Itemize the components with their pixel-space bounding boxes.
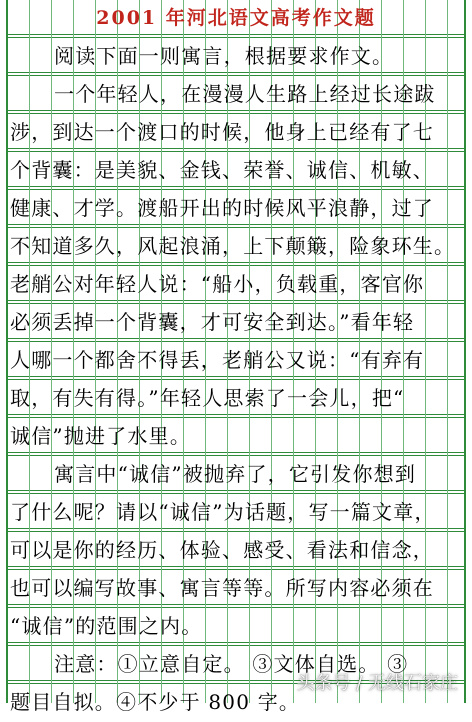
essay-content <box>10 0 462 722</box>
text-line: 涉，到达一个渡口的时候，他身上已经有了七 <box>10 120 434 144</box>
text-line: “诚信”的范围之内。 <box>10 614 203 638</box>
text-line: 寓言中“诚信”被抛弃了，它引发你想到 <box>54 462 417 486</box>
text-line: 也可以编写故事、寓言等等。所写内容必须在 <box>10 576 434 600</box>
text-line: 题目自拟。④不少于 800 字。 <box>10 690 301 714</box>
text-line: 阅读下面一则寓言，根据要求作文。 <box>54 44 394 68</box>
text-line: 不知道多久，风起浪涌，上下颠簸，险象环生。 <box>10 234 456 258</box>
text-line: 取，有失有得。”年轻人思索了一会儿，把“ <box>10 386 405 410</box>
text-line: 老艄公对年轻人说：“船小，负载重，客官你 <box>10 272 425 296</box>
text-line: 个背囊：是美貌、金钱、荣誉、诚信、机敏、 <box>10 158 434 182</box>
text-line: 注意：①立意自定。 ③文体自选。 ③ <box>54 652 409 676</box>
text-line: 诚信”抛进了水里。 <box>10 424 192 448</box>
text-line: 必须丢掉一个背囊，才可安全到达。”看年轻 <box>10 310 415 334</box>
source-watermark: 头条号 / 无线石家庄 <box>296 673 458 694</box>
text-line: 了什么呢？请以“诚信”为话题，写一篇文章， <box>10 500 436 524</box>
page-title: 2001 年河北语文高考作文题 <box>96 7 376 29</box>
text-line: 一个年轻人，在漫漫人生路上经过长途跋 <box>54 82 436 106</box>
text-line: 可以是你的经历、体验、感受、看法和信念， <box>10 538 434 562</box>
text-line: 健康、才学。渡船开出的时候风平浪静，过了 <box>10 196 434 220</box>
text-line: 人哪一个都舍不得丢，老艄公又说：“有弃有 <box>10 348 425 372</box>
